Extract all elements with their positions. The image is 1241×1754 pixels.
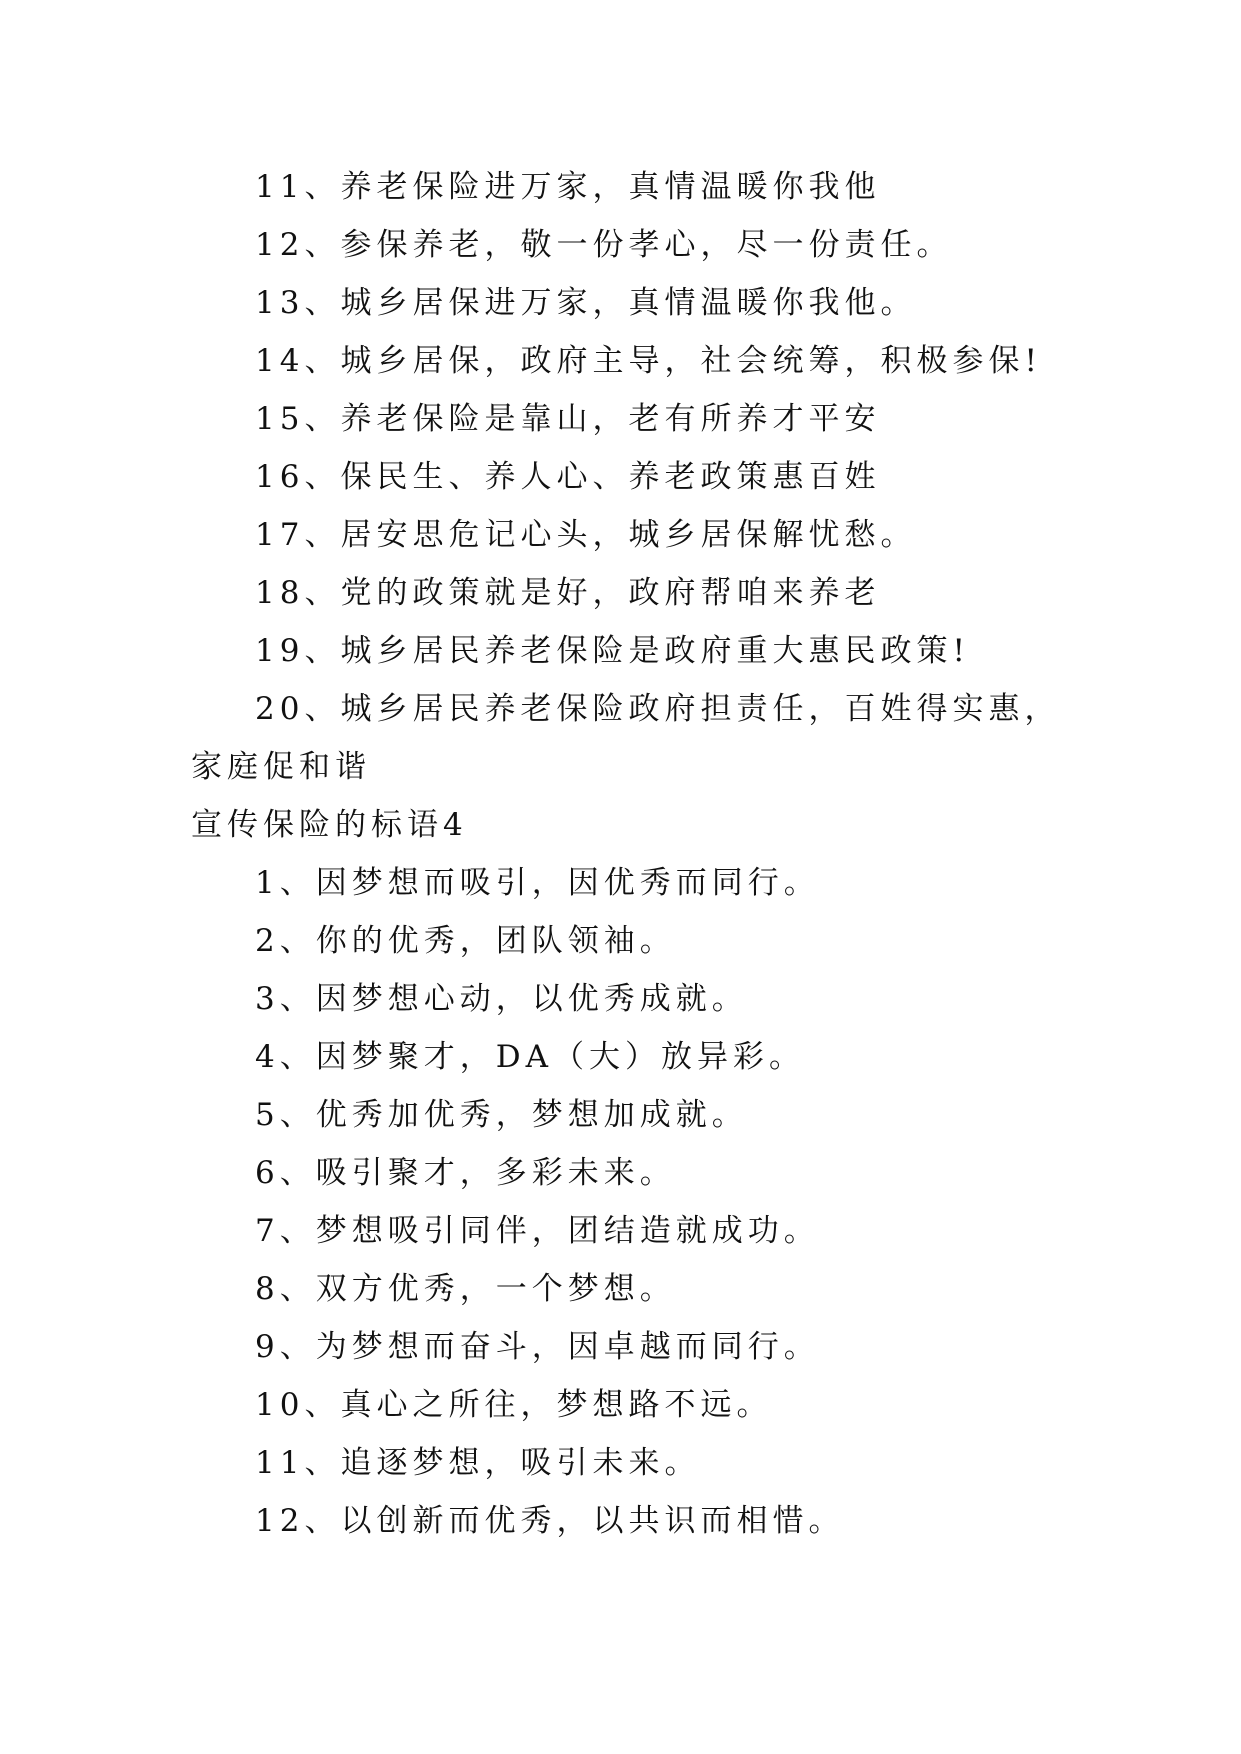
slogan-line: 7、梦想吸引同伴，团结造就成功。 xyxy=(255,1213,820,1249)
slogan-line: 6、吸引聚才，多彩未来。 xyxy=(255,1155,676,1191)
slogan-line: 14、城乡居保，政府主导，社会统筹，积极参保! xyxy=(255,343,1042,379)
slogan-line: 1、因梦想而吸引，因优秀而同行。 xyxy=(255,865,820,901)
slogan-line: 11、追逐梦想，吸引未来。 xyxy=(255,1445,701,1481)
slogan-line: 18、党的政策就是好，政府帮咱来养老 xyxy=(255,575,881,611)
slogan-line: 19、城乡居民养老保险是政府重大惠民政策! xyxy=(255,633,970,669)
slogan-line: 17、居安思危记心头，城乡居保解忧愁。 xyxy=(255,517,917,553)
slogan-line: 3、因梦想心动，以优秀成就。 xyxy=(255,981,748,1017)
section-heading: 宣传保险的标语4 xyxy=(191,807,468,843)
slogan-line: 13、城乡居保进万家，真情温暖你我他。 xyxy=(255,285,917,321)
slogan-line: 16、保民生、养人心、养老政策惠百姓 xyxy=(255,459,881,495)
slogan-line: 15、养老保险是靠山，老有所养才平安 xyxy=(255,401,881,437)
slogan-line: 12、以创新而优秀，以共识而相惜。 xyxy=(255,1503,845,1539)
slogan-line: 2、你的优秀，团队领袖。 xyxy=(255,923,676,959)
slogan-line: 8、双方优秀，一个梦想。 xyxy=(255,1271,676,1307)
slogan-line: 5、优秀加优秀，梦想加成就。 xyxy=(255,1097,748,1133)
slogan-line: 12、参保养老，敬一份孝心，尽一份责任。 xyxy=(255,227,953,263)
slogan-line: 9、为梦想而奋斗，因卓越而同行。 xyxy=(255,1329,820,1365)
slogan-line: 11、养老保险进万家，真情温暖你我他 xyxy=(255,169,881,205)
slogan-line: 10、真心之所往，梦想路不远。 xyxy=(255,1387,773,1423)
slogan-line: 4、因梦聚才，DA（大）放异彩。 xyxy=(255,1039,805,1075)
slogan-line-wrapped: 20、城乡居民养老保险政府担责任，百姓得实惠，家庭促和谐 xyxy=(191,691,1061,785)
document-body xyxy=(191,158,1071,1550)
